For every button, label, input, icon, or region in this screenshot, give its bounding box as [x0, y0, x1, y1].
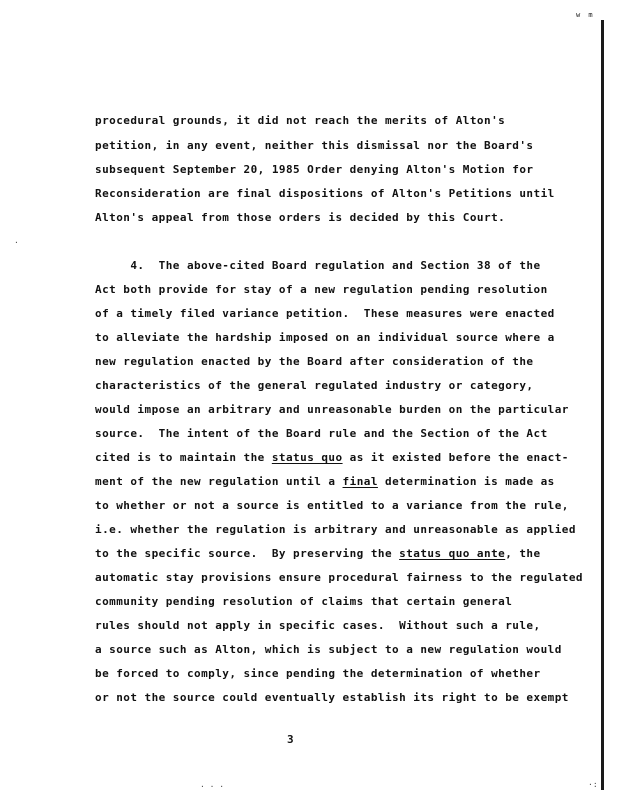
text-run: as it existed before the enact- [342, 451, 569, 464]
corner-mark: w m [576, 11, 595, 19]
underlined-term: status quo ante [399, 547, 506, 560]
paragraph2-line-2: Act both provide for stay of a new regulation pending resolution [95, 283, 548, 296]
paragraph2-line-13 [95, 547, 541, 561]
underlined-term: final [342, 475, 378, 488]
scan-speck: · [14, 238, 19, 247]
paragraph2-line-5: new regulation enacted by the Board after consideration of the [95, 355, 534, 368]
text-run: to the specific source. By preserving the [95, 547, 400, 560]
paragraph1-line-1: procedural grounds, it did not reach the merits of Alton's [95, 114, 506, 127]
paragraph2-line-16: rules should not apply in specific cases. Without such a rule, [95, 619, 541, 632]
paragraph1-line-3: subsequent September 20, 1985 Order denying Alton's Motion for [95, 163, 534, 176]
paragraph2-line-8: source. The intent of the Board rule and the Section of the Act [95, 427, 548, 440]
paragraph2-line-19: or not the source could eventually establish its right to be exempt [95, 691, 569, 704]
paragraph2-line-4: to alleviate the hardship imposed on an individual source where a [95, 331, 555, 344]
scan-speck: · · · [200, 782, 225, 791]
text-run: cited is to maintain the [95, 451, 272, 464]
paragraph1-line-4: Reconsideration are final dispositions of Alton's Petitions until [95, 187, 555, 200]
text-run: determination is made as [377, 475, 555, 488]
paragraph2-line-10 [95, 475, 555, 489]
underlined-term: status quo [271, 451, 343, 464]
text-run: , the [505, 547, 541, 560]
paragraph2-line-18: be forced to comply, since pending the determination of whether [95, 667, 541, 680]
paragraph2-line-7: would impose an arbitrary and unreasonable burden on the particular [95, 403, 569, 416]
paragraph2-line-15: community pending resolution of claims that certain general [95, 595, 513, 608]
paragraph2-line-1: 4. The above-cited Board regulation and Section 38 of the [95, 259, 541, 272]
paragraph1-line-2: petition, in any event, neither this dismissal nor the Board's [95, 139, 534, 152]
paragraph1-line-5: Alton's appeal from those orders is decided by this Court. [95, 211, 506, 224]
text-run: ment of the new regulation until a [95, 475, 343, 488]
paragraph2-line-11: to whether or not a source is entitled to a variance from the rule, [95, 499, 569, 512]
paragraph2-line-14: automatic stay provisions ensure procedural fairness to the regulated [95, 571, 584, 584]
paragraph2-line-12: i.e. whether the regulation is arbitrary and unreasonable as applied [95, 523, 576, 536]
paragraph2-line-6: characteristics of the general regulated industry or category, [95, 379, 534, 392]
paragraph2-line-3: of a timely filed variance petition. These measures were enacted [95, 307, 555, 320]
paragraph2-line-9 [95, 451, 569, 465]
scan-edge-bar [601, 20, 604, 790]
paragraph2-line-17: a source such as Alton, which is subject to a new regulation would [95, 643, 562, 656]
scan-speck: ·: [588, 780, 598, 789]
page-number: 3 [287, 733, 294, 746]
